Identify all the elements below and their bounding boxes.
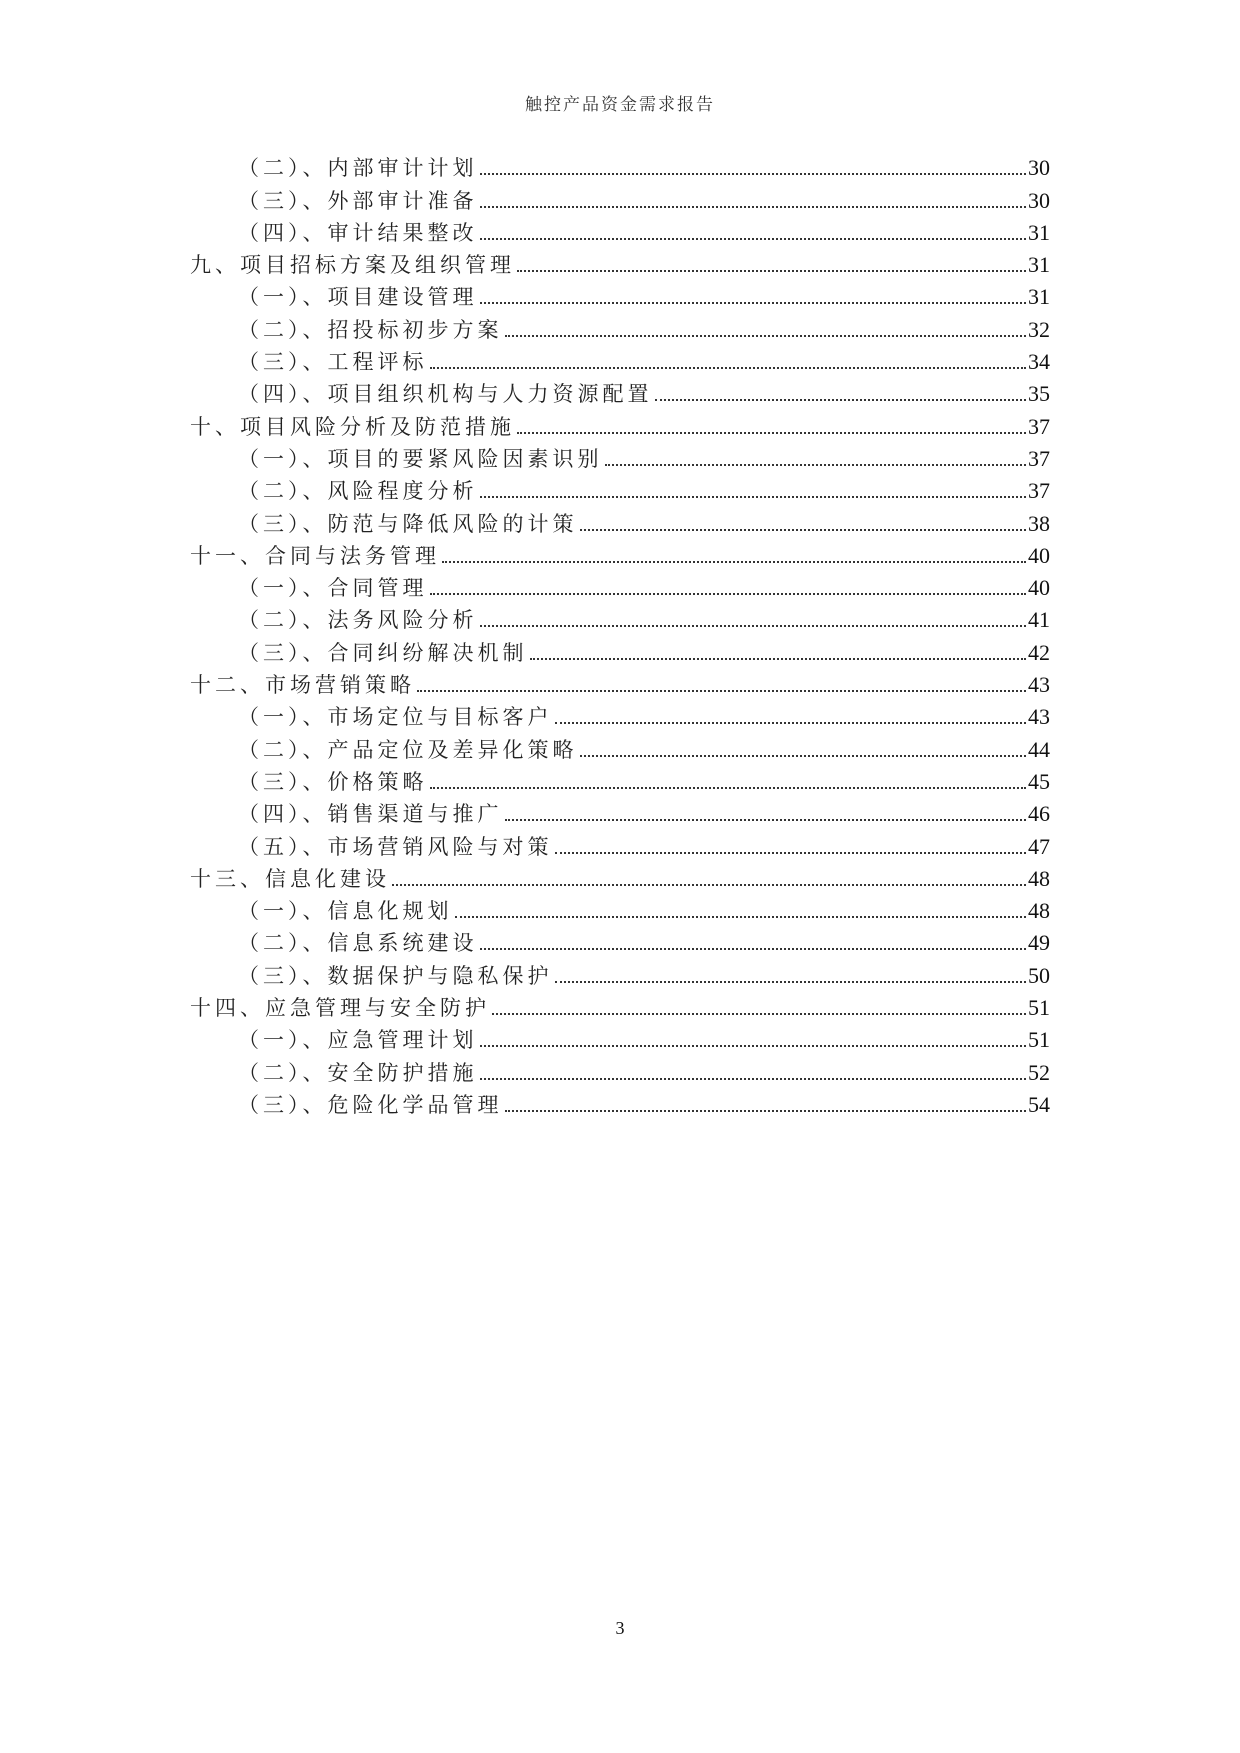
- toc-entry-page: 30: [1028, 187, 1050, 213]
- dot-leader: [517, 411, 1026, 443]
- toc-entry-page: 42: [1028, 639, 1050, 665]
- dot-leader: [555, 701, 1027, 733]
- dot-leader: [555, 831, 1027, 863]
- dot-leader: [517, 249, 1026, 281]
- dot-leader: [655, 378, 1027, 410]
- toc-entry-title: （四）、审计结果整改: [238, 220, 478, 245]
- toc-entry-title: （二）、产品定位及差异化策略: [238, 737, 578, 762]
- dot-leader: [505, 798, 1027, 830]
- toc-entry[interactable]: [190, 152, 1050, 184]
- toc-entry-title: （一）、应急管理计划: [238, 1028, 478, 1053]
- toc-entry-page: 50: [1028, 962, 1050, 988]
- toc-entry-title: （二）、安全防护措施: [238, 1060, 478, 1085]
- toc-entry-page: 41: [1028, 607, 1050, 633]
- toc-entry[interactable]: [190, 572, 1050, 604]
- toc-entry-title: （二）、风险程度分析: [238, 479, 478, 504]
- toc-chapter-entry[interactable]: [190, 249, 1050, 281]
- dot-leader: [505, 314, 1027, 346]
- dot-leader: [430, 346, 1027, 378]
- toc-entry-page: 44: [1028, 736, 1050, 762]
- dot-leader: [480, 185, 1027, 217]
- toc-entry-page: 37: [1028, 445, 1050, 471]
- toc-entry-page: 54: [1028, 1091, 1050, 1117]
- toc-entry-title: （五）、市场营销风险与对策: [238, 834, 553, 859]
- toc-entry-title: （三）、价格策略: [238, 769, 428, 794]
- toc-entry-title: 十三、信息化建设: [190, 866, 390, 891]
- toc-entry[interactable]: [190, 798, 1050, 830]
- toc-entry-title: 九、项目招标方案及组织管理: [190, 253, 515, 278]
- toc-entry[interactable]: [190, 636, 1050, 668]
- dot-leader: [455, 895, 1027, 927]
- page-number: 3: [615, 1618, 625, 1638]
- dot-leader: [580, 734, 1027, 766]
- dot-leader: [442, 540, 1026, 572]
- toc-entry-page: 51: [1028, 1027, 1050, 1053]
- dot-leader: [480, 927, 1027, 959]
- toc-entry-title: 十一、合同与法务管理: [190, 543, 440, 568]
- dot-leader: [480, 1057, 1027, 1089]
- toc-entry-page: 31: [1028, 252, 1050, 278]
- toc-entry-title: 十四、应急管理与安全防护: [190, 996, 490, 1021]
- toc-entry-page: 40: [1028, 542, 1050, 568]
- toc-entry-page: 43: [1028, 672, 1050, 698]
- toc-entry[interactable]: [190, 281, 1050, 313]
- toc-chapter-entry[interactable]: [190, 992, 1050, 1024]
- toc-entry-page: 31: [1028, 284, 1050, 310]
- toc-entry[interactable]: [190, 217, 1050, 249]
- toc-entry[interactable]: [190, 475, 1050, 507]
- toc-entry[interactable]: [190, 184, 1050, 216]
- toc-entry-title: （一）、项目建设管理: [238, 285, 478, 310]
- toc-entry-page: 37: [1028, 413, 1050, 439]
- dot-leader: [392, 863, 1026, 895]
- dot-leader: [480, 217, 1027, 249]
- toc-entry[interactable]: [190, 959, 1050, 991]
- toc-entry-title: （三）、防范与降低风险的计策: [238, 511, 578, 536]
- toc-entry-title: 十、项目风险分析及防范措施: [190, 414, 515, 439]
- toc-entry-page: 46: [1028, 801, 1050, 827]
- toc-entry-title: （三）、外部审计准备: [238, 188, 478, 213]
- toc-entry-title: （四）、项目组织机构与人力资源配置: [238, 382, 653, 407]
- toc-entry-page: 37: [1028, 478, 1050, 504]
- dot-leader: [480, 281, 1027, 313]
- toc-entry-page: 30: [1028, 155, 1050, 181]
- toc-entry-page: 45: [1028, 768, 1050, 794]
- dot-leader: [555, 960, 1027, 992]
- toc-entry[interactable]: [190, 895, 1050, 927]
- dot-leader: [430, 572, 1027, 604]
- toc-entry-title: （二）、信息系统建设: [238, 931, 478, 956]
- toc-entry-title: 十二、市场营销策略: [190, 673, 415, 698]
- dot-leader: [480, 475, 1027, 507]
- dot-leader: [505, 1089, 1027, 1121]
- toc-entry-page: 32: [1028, 316, 1050, 342]
- toc-entry-title: （四）、销售渠道与推广: [238, 802, 503, 827]
- toc-entry-page: 40: [1028, 575, 1050, 601]
- toc-entry[interactable]: [190, 830, 1050, 862]
- dot-leader: [492, 992, 1026, 1024]
- toc-entry[interactable]: [190, 378, 1050, 410]
- toc-entry-page: 47: [1028, 833, 1050, 859]
- toc-entry-page: 38: [1028, 510, 1050, 536]
- toc-entry[interactable]: [190, 346, 1050, 378]
- toc-entry[interactable]: [190, 1089, 1050, 1121]
- toc-entry-page: 43: [1028, 704, 1050, 730]
- toc-chapter-entry[interactable]: [190, 540, 1050, 572]
- toc-entry-page: 51: [1028, 995, 1050, 1021]
- toc-chapter-entry[interactable]: [190, 669, 1050, 701]
- toc-entry-title: （三）、危险化学品管理: [238, 1092, 503, 1117]
- toc-entry-title: （一）、市场定位与目标客户: [238, 705, 553, 730]
- table-of-contents: [190, 152, 1050, 1121]
- toc-entry-title: （一）、合同管理: [238, 576, 428, 601]
- toc-entry[interactable]: [190, 701, 1050, 733]
- toc-entry-page: 35: [1028, 381, 1050, 407]
- toc-chapter-entry[interactable]: [190, 410, 1050, 442]
- dot-leader: [580, 508, 1027, 540]
- toc-entry-title: （三）、工程评标: [238, 350, 428, 375]
- toc-chapter-entry[interactable]: [190, 863, 1050, 895]
- toc-entry[interactable]: [190, 927, 1050, 959]
- toc-entry-title: （三）、合同纠纷解决机制: [238, 640, 528, 665]
- toc-entry-title: （二）、招投标初步方案: [238, 317, 503, 342]
- toc-entry-title: （一）、信息化规划: [238, 899, 453, 924]
- toc-entry-page: 48: [1028, 898, 1050, 924]
- dot-leader: [605, 443, 1027, 475]
- toc-entry-title: （一）、项目的要紧风险因素识别: [238, 446, 603, 471]
- dot-leader: [530, 637, 1027, 669]
- toc-entry[interactable]: [190, 507, 1050, 539]
- dot-leader: [480, 1024, 1027, 1056]
- document-header-title: 触控产品资金需求报告: [525, 95, 715, 115]
- dot-leader: [480, 152, 1027, 184]
- toc-entry-page: 49: [1028, 930, 1050, 956]
- toc-entry[interactable]: [190, 1024, 1050, 1056]
- dot-leader: [417, 669, 1026, 701]
- toc-entry[interactable]: [190, 1056, 1050, 1088]
- toc-entry-title: （二）、内部审计计划: [238, 156, 478, 181]
- toc-entry-title: （二）、法务风险分析: [238, 608, 478, 633]
- toc-entry-page: 48: [1028, 865, 1050, 891]
- toc-entry-title: （三）、数据保护与隐私保护: [238, 963, 553, 988]
- toc-entry-page: 52: [1028, 1059, 1050, 1085]
- toc-entry-page: 31: [1028, 219, 1050, 245]
- toc-entry[interactable]: [190, 604, 1050, 636]
- toc-entry[interactable]: [190, 766, 1050, 798]
- toc-entry-page: 34: [1028, 349, 1050, 375]
- toc-entry[interactable]: [190, 733, 1050, 765]
- dot-leader: [480, 604, 1027, 636]
- toc-entry[interactable]: [190, 443, 1050, 475]
- toc-entry[interactable]: [190, 313, 1050, 345]
- dot-leader: [430, 766, 1027, 798]
